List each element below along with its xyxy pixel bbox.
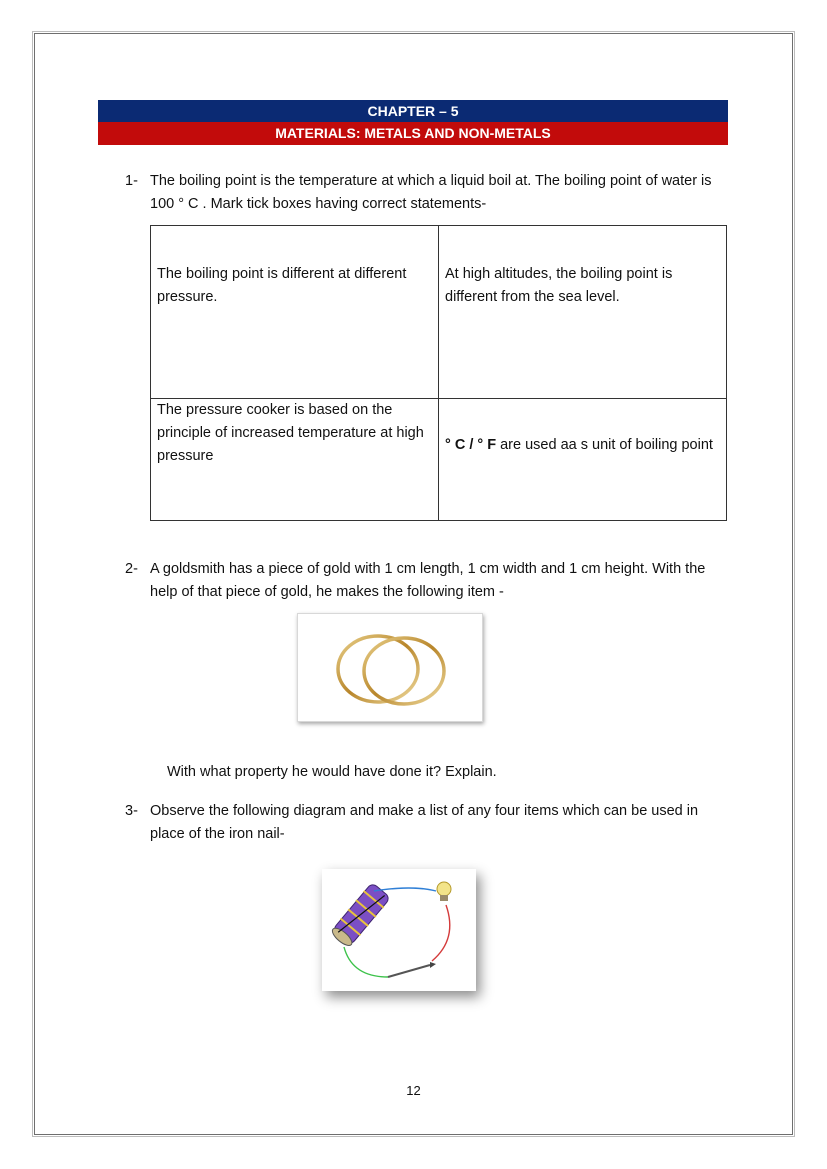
question-2 [125,558,725,603]
circuit-diagram-icon [322,869,476,991]
page-number: 12 [406,1083,421,1098]
statement-cell[interactable] [439,399,727,521]
question-text: A goldsmith has a piece of gold with 1 cm length, 1 cm width and 1 cm height. With the help of that piece of gold, he makes the following item - [150,561,706,600]
units-label: ° C / ° F [445,437,497,453]
statement-cell[interactable] [151,226,439,399]
statement-table [150,225,727,521]
gold-rings-image [297,613,483,722]
question-text: The boiling point is the temperature at which a liquid boil at. The boiling point of water is 100 ° C . Mark tick boxes having correct statements- [150,173,712,212]
question-number: 3- [125,803,138,819]
chapter-heading: CHAPTER – 5 [98,100,728,122]
circuit-diagram-image [322,869,476,991]
question-number: 1- [125,173,138,189]
question-number: 2- [125,561,138,577]
gold-rings-icon [298,614,482,721]
question-text: Observe the following diagram and make a list of any four items which can be used in place of the iron nail- [150,803,699,842]
statement-text: The boiling point is different at different pressure. [157,266,407,305]
statement-text: The pressure cooker is based on the principle of increased temperature at high pressure [157,402,424,464]
statement-cell[interactable] [439,226,727,399]
statement-cell[interactable] [151,399,439,521]
units-rest: are used aa s unit of boiling point [500,437,713,453]
statement-text: At high altitudes, the boiling point is different from the sea level. [445,266,673,305]
statement-text-units [445,434,720,457]
question-2-followup: With what property he would have done it? Explain. [167,764,497,780]
question-3 [125,800,725,845]
question-1 [125,170,725,215]
chapter-subtitle: MATERIALS: METALS AND NON-METALS [98,122,728,145]
